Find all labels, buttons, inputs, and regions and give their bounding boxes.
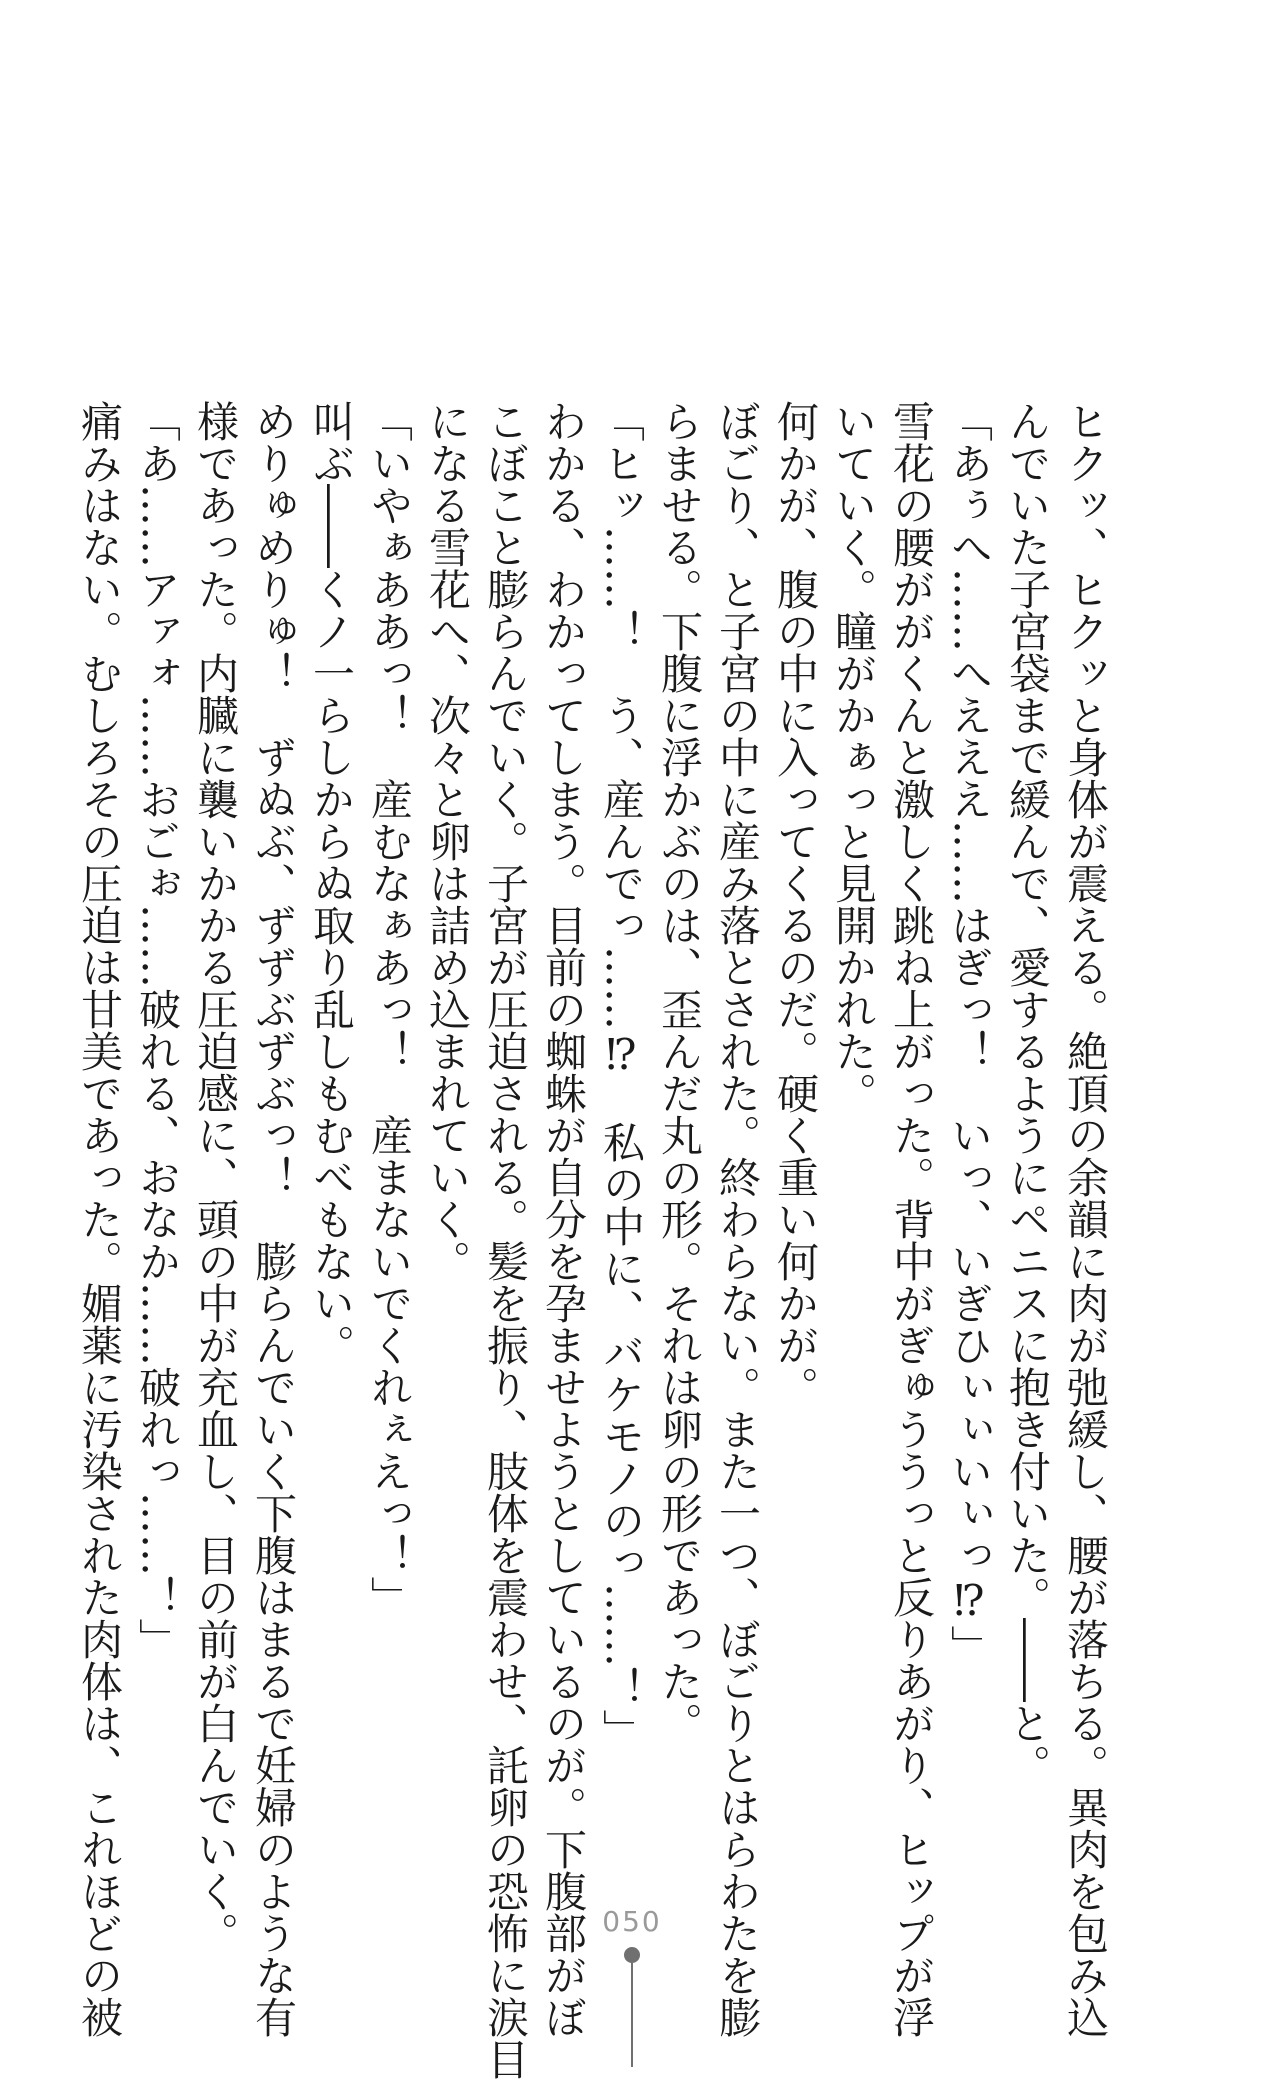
text-line-11: こぼこと膨らんでいく。子宮が圧迫される。髪を振り、肢体を震わせ、託卵の恐怖に涙目 — [481, 400, 530, 2080]
text-line-16: 様であった。内臓に襲いかかる圧迫感に、頭の中が充血し、目の前が白んでいく。 — [191, 400, 240, 1954]
text-line-7: ぼごり、と子宮の中に産み落とされた。終わらない。また一つ、ぼごりとはらわたを膨 — [713, 400, 762, 2038]
text-line-18: 痛みはない。むしろその圧迫は甘美であった。媚薬に汚染された肉体は、これほどの被 — [75, 400, 124, 2038]
text-line-9: 「ヒッ……！ う、産んでっ……⁉ 私の中に、バケモノのっ……！」 — [597, 400, 646, 1751]
text-line-10: わかる、わかってしまう。目前の蜘蛛が自分を孕ませようとしているのが。下腹部がぼ — [539, 400, 588, 2038]
text-line-15: めりゅめりゅ！ ずぬぶ、ずずぶずぶっ！ 膨らんでいく下腹はまるで妊婦のような有 — [249, 400, 298, 2038]
text-line-4: 雪花の腰ががくんと激しく跳ね上がった。背中がぎゅううっと反りあがり、ヒップが浮 — [887, 400, 936, 2038]
page-marker-line — [631, 1963, 633, 2067]
text-line-1: ヒクッ、ヒクッと身体が震える。絶頂の余韻に肉が弛緩し、腰が落ちる。異肉を包み込 — [1061, 400, 1110, 2038]
page-number: 050 — [602, 1905, 662, 1938]
text-line-2: んでいた子宮袋まで緩んで、愛するようにペニスに抱き付いた。――と。 — [1003, 400, 1052, 1786]
text-line-17: 「あ……アァォ……おごぉ……破れる、おなか……破れっ……！」 — [133, 400, 182, 1660]
text-line-13: 「いやぁああっ！ 産むなぁあっ！ 産まないでくれぇえっ！」 — [365, 400, 414, 1618]
text-line-5: いていく。瞳がかぁっと見開かれた。 — [829, 400, 878, 1114]
text-line-6: 何かが、腹の中に入ってくるのだ。硬く重い何かが。 — [771, 400, 820, 1408]
text-line-14: 叫ぶ――くノ一らしからぬ取り乱しもむべもない。 — [307, 400, 356, 1366]
page-footer — [0, 1905, 1264, 2067]
text-line-8: らませる。下腹に浮かぶのは、歪んだ丸の形。それは卵の形であった。 — [655, 400, 704, 1744]
text-line-3: 「あぅへ……へえええ……はぎっ！ いっ、いぎひぃぃいぃっ⁉」 — [945, 400, 994, 1667]
page-marker-dot — [624, 1947, 640, 1963]
text-line-12: になる雪花へ、次々と卵は詰め込まれていく。 — [423, 400, 472, 1282]
